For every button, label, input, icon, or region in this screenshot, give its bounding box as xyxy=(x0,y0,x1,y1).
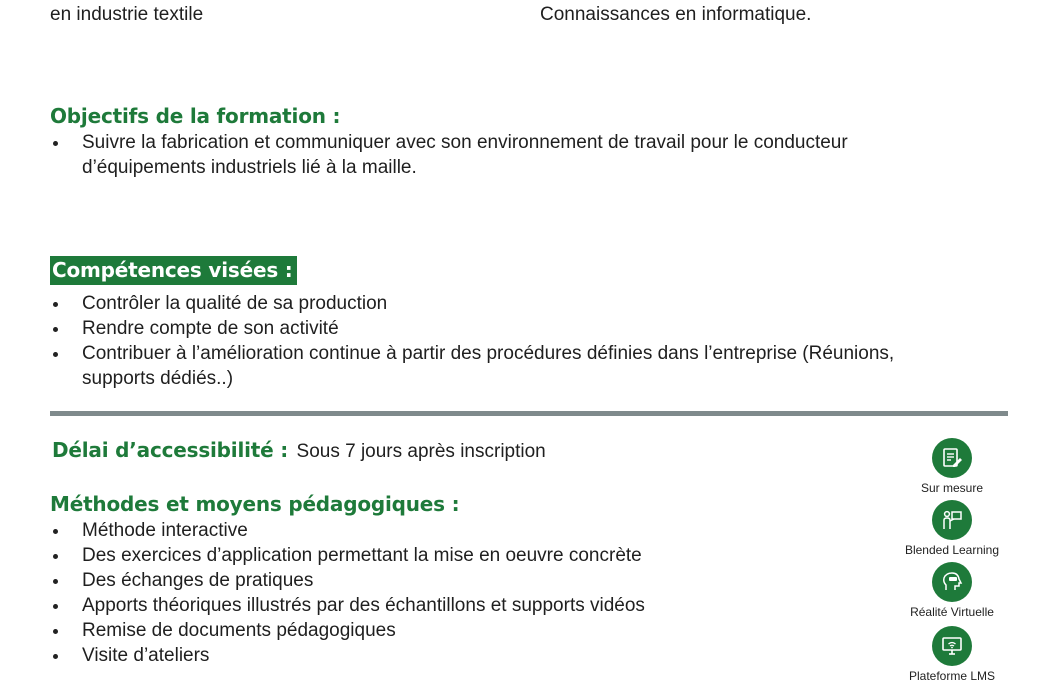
list-item: Des exercices d’application permettant la mise en oeuvre concrète xyxy=(50,543,645,568)
list-item: Contribuer à l’amélioration continue à partir des procédures définies dans l’entreprise (Réunions, xyxy=(50,341,894,366)
vr-headset-icon xyxy=(932,562,972,602)
objectifs-list xyxy=(50,130,848,155)
list-item: Des échanges de pratiques xyxy=(50,568,645,593)
delai-value: Sous 7 jours après inscription xyxy=(296,441,546,462)
prerequisite-fragment-right: Connaissances en informatique. xyxy=(540,4,812,25)
badge-label: Réalité Virtuelle xyxy=(910,605,994,619)
delai-row xyxy=(52,438,546,464)
prerequisite-fragment-left: en industrie textile xyxy=(50,4,204,25)
objectifs-continuation: d’équipements industriels lié à la maille. xyxy=(82,157,417,178)
list-item: Apports théoriques illustrés par des échantillons et supports vidéos xyxy=(50,593,645,618)
badge-plateforme-lms xyxy=(882,626,1022,683)
delai-heading: Délai d’accessibilité : xyxy=(52,438,289,462)
badge-label: Sur mesure xyxy=(920,481,984,495)
competences-heading xyxy=(50,258,297,282)
methodes-list xyxy=(50,518,645,668)
list-item: Méthode interactive xyxy=(50,518,645,543)
document-edit-icon xyxy=(932,438,972,478)
methodes-heading: Méthodes et moyens pédagogiques : xyxy=(50,492,460,516)
badge-label: Blended Learning xyxy=(904,543,1000,557)
person-screen-icon xyxy=(932,500,972,540)
list-item: Remise de documents pédagogiques xyxy=(50,618,645,643)
competences-heading-highlight: Compétences visées : xyxy=(50,256,297,285)
monitor-wifi-icon xyxy=(932,626,972,666)
list-item: Rendre compte de son activité xyxy=(50,316,894,341)
list-item: Contrôler la qualité de sa production xyxy=(50,291,894,316)
competences-continuation: supports dédiés..) xyxy=(82,368,234,389)
badge-sur-mesure xyxy=(882,438,1022,495)
objectifs-heading: Objectifs de la formation : xyxy=(50,104,341,128)
list-item: Suivre la fabrication et communiquer avec son environnement de travail pour le conducteur xyxy=(50,130,848,155)
section-divider xyxy=(50,411,1008,416)
badge-realite-virtuelle xyxy=(882,562,1022,619)
list-item: Visite d’ateliers xyxy=(50,643,645,668)
badge-label: Plateforme LMS xyxy=(908,669,996,683)
badge-blended-learning xyxy=(882,500,1022,557)
competences-list xyxy=(50,291,894,366)
